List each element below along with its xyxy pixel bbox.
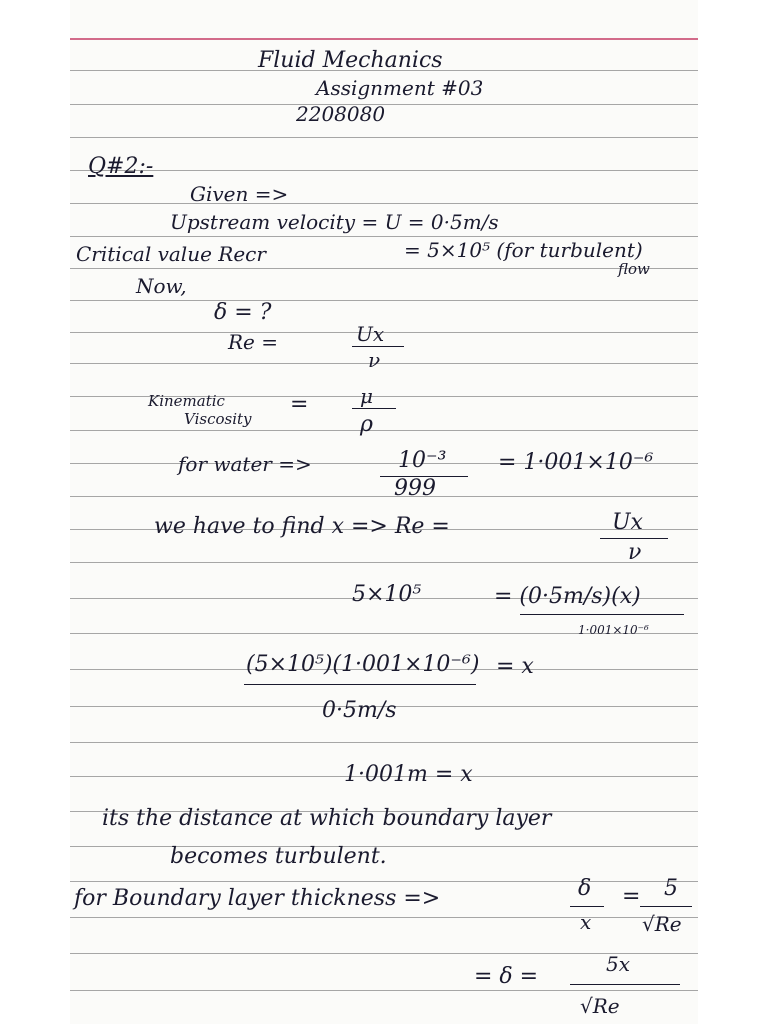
conclusion-line-1: its the distance at which boundary layer <box>102 806 552 831</box>
water-denominator: 999 <box>394 476 436 501</box>
solve-equals: = x <box>496 654 534 679</box>
rule-line <box>70 430 698 431</box>
kinematic-denominator: ρ <box>360 412 373 437</box>
reynolds-denominator: ν <box>368 348 381 372</box>
solve-numerator: (5×10⁵)(1·001×10⁻⁶) <box>246 652 480 677</box>
kinematic-label: Kinematic <box>148 392 225 410</box>
now-label: Now, <box>136 274 187 298</box>
rule-line <box>70 203 698 204</box>
rule-line <box>70 881 698 882</box>
bl-rhs-denominator: √Re <box>642 912 682 936</box>
substitution-numerator: = (0·5m/s)(x) <box>494 584 641 609</box>
rule-line <box>70 742 698 743</box>
critical-flow: flow <box>618 260 650 278</box>
solve-denominator: 0·5m/s <box>322 698 397 723</box>
notebook-page <box>70 0 698 1024</box>
bl-lhs-numerator: δ <box>578 876 592 901</box>
substitution-lhs: 5×10⁵ <box>352 582 422 607</box>
find-x-statement: we have to find x => Re = <box>154 514 450 539</box>
find-numerator: Ux <box>612 510 643 535</box>
final-denominator: √Re <box>580 994 620 1018</box>
reynolds-lhs: Re = <box>228 330 279 354</box>
substitution-denominator: 1·001×10⁻⁶ <box>578 623 649 637</box>
final-fraction-bar <box>570 984 680 985</box>
rule-line <box>70 363 698 364</box>
reynolds-numerator: Ux <box>356 322 385 346</box>
conclusion-line-2: becomes turbulent. <box>170 844 387 869</box>
rule-line <box>70 236 698 237</box>
kinematic-equals: = <box>290 392 309 417</box>
roll-number: 2208080 <box>296 102 386 126</box>
reynolds-fraction-bar <box>352 346 404 347</box>
rule-line <box>70 917 698 918</box>
assignment-number: Assignment #03 <box>316 76 484 100</box>
kinematic-fraction-bar <box>352 408 396 409</box>
final-numerator: 5x <box>606 952 631 976</box>
boundary-layer-label: for Boundary layer thickness => <box>74 886 441 911</box>
critical-value: = 5×10⁵ (for turbulent) <box>404 238 643 262</box>
solve-fraction-bar <box>244 684 476 685</box>
viscosity-label: Viscosity <box>184 410 252 428</box>
subject-title: Fluid Mechanics <box>258 48 443 73</box>
bl-rhs-fraction-bar <box>640 906 692 907</box>
rule-line <box>70 300 698 301</box>
margin-line <box>70 38 698 40</box>
rule-line <box>70 990 698 991</box>
water-numerator: 10⁻³ <box>398 448 447 473</box>
given-label: Given => <box>190 182 289 206</box>
substitution-fraction-bar <box>520 614 684 615</box>
upstream-velocity: Upstream velocity = U = 0·5m/s <box>170 210 499 234</box>
result-equation: 1·001m = x <box>344 762 473 787</box>
kinematic-numerator: μ <box>360 384 373 408</box>
critical-label: Critical value Recr <box>76 242 266 266</box>
question-label: Q#2:- <box>88 154 154 179</box>
find-fraction-bar <box>600 538 668 539</box>
rule-line <box>70 496 698 497</box>
delta-equation: δ = ? <box>214 300 272 325</box>
water-result: = 1·001×10⁻⁶ <box>498 450 654 475</box>
bl-equals: = <box>622 884 641 909</box>
final-lhs: = δ = <box>474 964 539 989</box>
rule-line <box>70 562 698 563</box>
rule-line <box>70 137 698 138</box>
bl-rhs-numerator: 5 <box>664 876 678 901</box>
rule-line <box>70 268 698 269</box>
bl-lhs-denominator: x <box>580 910 592 934</box>
water-label: for water => <box>178 452 312 476</box>
rule-line <box>70 953 698 954</box>
find-denominator: ν <box>628 540 642 565</box>
bl-lhs-fraction-bar <box>570 906 604 907</box>
rule-line <box>70 170 698 171</box>
